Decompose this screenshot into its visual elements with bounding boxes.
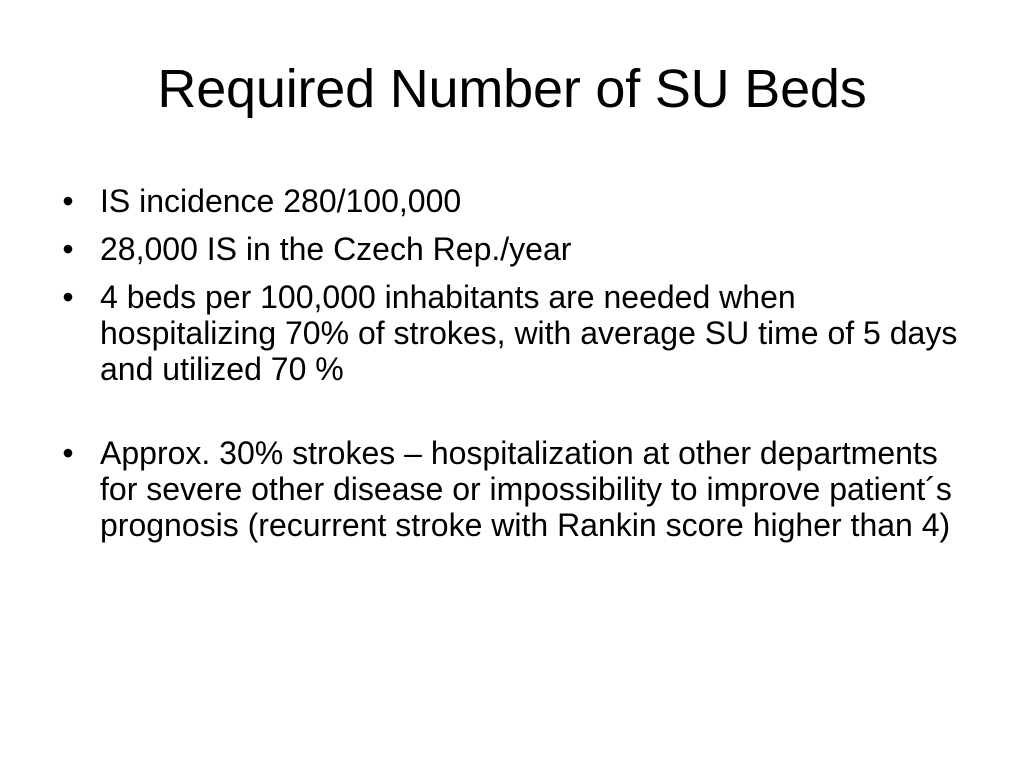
- bullet-marker: •: [62, 231, 74, 267]
- bullet-text-other-departments: Approx. 30% strokes – hospitalization at other departments for severe other disease or impossibility to improve patient´s prognosis (recurrent stroke with Rankin score higher than 4): [100, 435, 952, 543]
- bullet-marker: •: [62, 435, 74, 471]
- bullet-item: [58, 435, 968, 543]
- bullet-marker: •: [62, 183, 74, 219]
- bullet-text-beds-needed: 4 beds per 100,000 inhabitants are needed when hospitalizing 70% of strokes, with average SU time of 5 days and utilized 70 %: [100, 279, 958, 387]
- bullet-text-czech-cases: 28,000 IS in the Czech Rep./year: [100, 231, 572, 267]
- slide-title: Required Number of SU Beds: [157, 59, 867, 119]
- bullet-list: [58, 183, 968, 555]
- bullet-marker: •: [62, 279, 74, 315]
- bullet-item: [58, 231, 968, 267]
- bullet-item: [58, 279, 968, 387]
- bullet-item: [58, 183, 968, 219]
- bullet-text-incidence: IS incidence 280/100,000: [100, 183, 462, 219]
